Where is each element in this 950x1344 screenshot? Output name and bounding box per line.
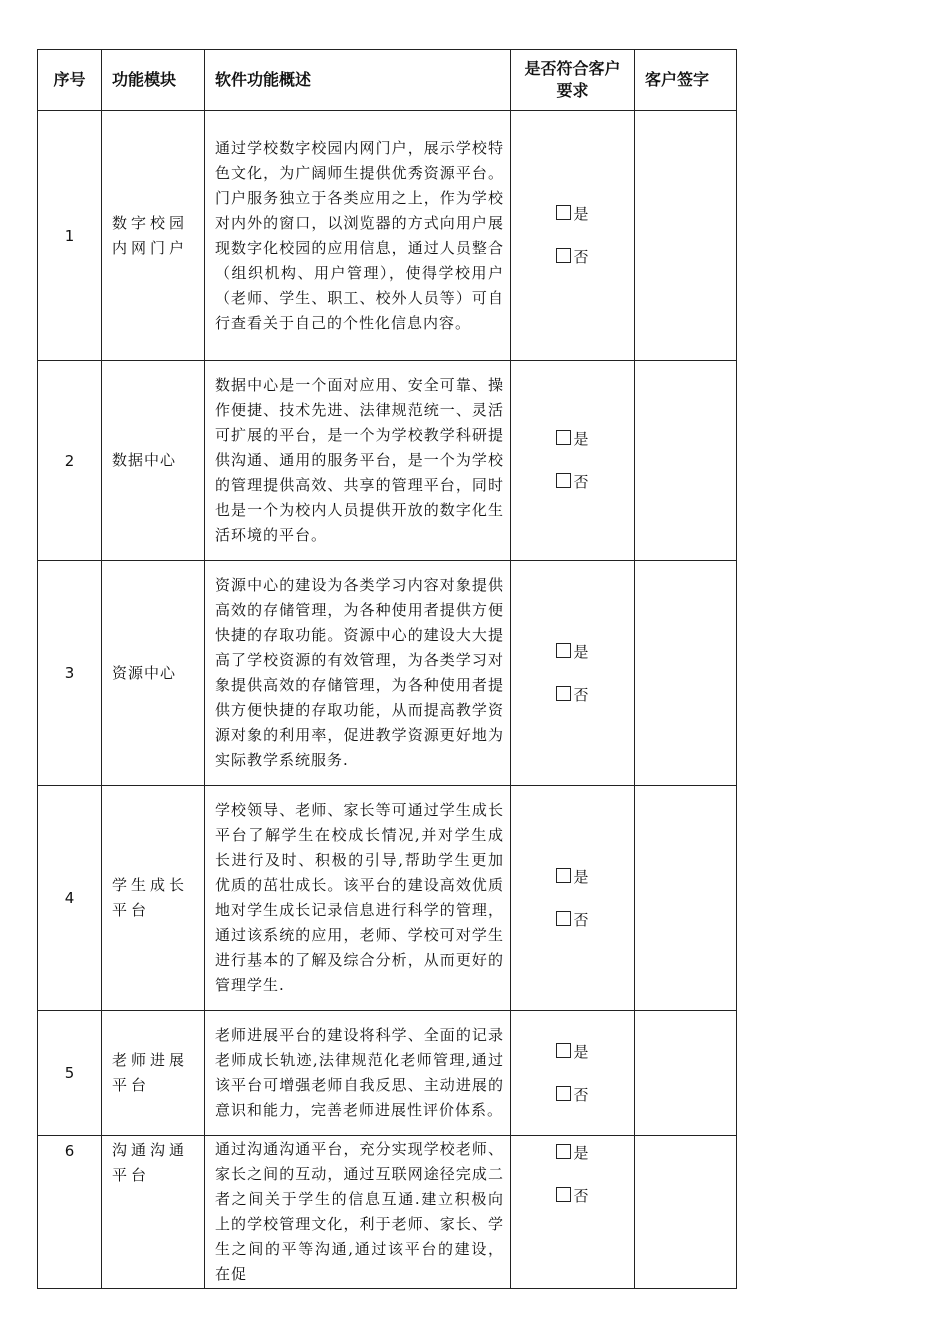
module-name: 沟通沟通平台 [102, 1136, 205, 1289]
checkbox-icon [556, 1144, 571, 1159]
header-no: 序号 [38, 50, 102, 111]
row-number: 4 [38, 786, 102, 1011]
yes-checkbox[interactable] [511, 866, 634, 888]
yes-checkbox[interactable] [511, 428, 634, 450]
yes-label: 是 [573, 205, 589, 223]
no-checkbox[interactable] [511, 1084, 634, 1106]
table-row [38, 111, 737, 361]
customer-signature-cell[interactable] [635, 1011, 737, 1136]
row-number: 2 [38, 361, 102, 561]
header-meets-label: 是否符合客户要求 [524, 59, 621, 100]
header-sign: 客户签字 [635, 50, 737, 111]
no-label: 否 [573, 1085, 589, 1104]
no-checkbox[interactable] [511, 246, 634, 268]
function-description: 学校领导、老师、家长等可通过学生成长平台了解学生在校成长情况,并对学生成长进行及时、积极的引导,帮助学生更加优质的茁壮成长。该平台的建设高效优质地对学生成长记录信息进行科学的管理，通过该系统的应用，老师、学校可对学生进行基本的了解及综合分析，从而更好的管理学生. [205, 786, 511, 1011]
no-label: 否 [573, 1187, 589, 1205]
yes-checkbox[interactable] [511, 1142, 634, 1164]
module-name: 老师进展平台 [102, 1011, 205, 1136]
checkbox-icon [556, 430, 571, 445]
header-row [38, 50, 737, 111]
yes-label: 是 [573, 1042, 589, 1061]
no-checkbox[interactable] [511, 1185, 634, 1207]
yes-checkbox[interactable] [511, 203, 634, 225]
header-desc: 软件功能概述 [205, 50, 511, 111]
module-name: 学生成长平台 [102, 786, 205, 1011]
customer-signature-cell[interactable] [635, 111, 737, 361]
requirement-check [511, 361, 635, 561]
no-label: 否 [573, 685, 589, 704]
no-label: 否 [573, 248, 589, 266]
checkbox-icon [556, 1043, 571, 1058]
row-number: 3 [38, 561, 102, 786]
yes-label: 是 [573, 1144, 589, 1162]
module-name: 资源中心 [102, 561, 205, 786]
checkbox-icon [556, 868, 571, 883]
function-description: 通过沟通沟通平台，充分实现学校老师、家长之间的互动，通过互联网途径完成二者之间关于学生的信息互通.建立积极向上的学校管理文化，利于老师、家长、学生之间的平等沟通,通过该平台的建设，在促 [205, 1136, 511, 1289]
checkbox-icon [556, 686, 571, 701]
table-row [38, 561, 737, 786]
customer-signature-cell[interactable] [635, 361, 737, 561]
checkbox-icon [556, 205, 571, 220]
module-name: 数字校园内网门户 [102, 111, 205, 361]
row-number: 1 [38, 111, 102, 361]
table-row [38, 786, 737, 1011]
function-description: 老师进展平台的建设将科学、全面的记录老师成长轨迹,法律规范化老师管理,通过该平台可增强老师自我反思、主动进展的意识和能力，完善老师进展性评价体系。 [205, 1011, 511, 1136]
function-description: 数据中心是一个面对应用、安全可靠、操作便捷、技术先进、法律规范统一、灵活可扩展的平台，是一个为学校教学科研提供沟通、通用的服务平台，是一个为学校的管理提供高效、共享的管理平台，同时也是一个为校内人员提供开放的数字化生活环境的平台。 [205, 361, 511, 561]
header-meets-requirement [511, 50, 635, 111]
customer-signature-cell[interactable] [635, 786, 737, 1011]
customer-signature-cell[interactable] [635, 561, 737, 786]
no-label: 否 [573, 910, 589, 929]
header-module: 功能模块 [102, 50, 205, 111]
row-number: 5 [38, 1011, 102, 1136]
table-row [38, 361, 737, 561]
yes-checkbox[interactable] [511, 1041, 634, 1063]
row-number: 6 [38, 1136, 102, 1289]
module-name: 数据中心 [102, 361, 205, 561]
customer-signature-cell[interactable] [635, 1136, 737, 1289]
software-function-table [37, 49, 737, 1289]
yes-label: 是 [573, 867, 589, 886]
checkbox-icon [556, 248, 571, 263]
no-checkbox[interactable] [511, 684, 634, 706]
requirement-check [511, 1011, 635, 1136]
no-checkbox[interactable] [511, 471, 634, 493]
function-description: 通过学校数字校园内网门户，展示学校特色文化，为广阔师生提供优秀资源平台。门户服务独立于各类应用之上，作为学校对内外的窗口，以浏览器的方式向用户展现数字化校园的应用信息，通过人员整合（组织机构、用户管理），使得学校用户（老师、学生、职工、校外人员等）可自行查看关于自己的个性化信息内容。 [205, 111, 511, 361]
requirement-check [511, 561, 635, 786]
yes-label: 是 [573, 430, 589, 448]
requirement-check [511, 1136, 635, 1289]
no-checkbox[interactable] [511, 909, 634, 931]
yes-checkbox[interactable] [511, 641, 634, 663]
yes-label: 是 [573, 642, 589, 661]
checkbox-icon [556, 1187, 571, 1202]
requirement-check [511, 111, 635, 361]
no-label: 否 [573, 473, 589, 491]
checkbox-icon [556, 643, 571, 658]
requirement-check [511, 786, 635, 1011]
checkbox-icon [556, 1086, 571, 1101]
table-row [38, 1011, 737, 1136]
function-description: 资源中心的建设为各类学习内容对象提供高效的存储管理，为各种使用者提供方便快捷的存取功能。资源中心的建设大大提高了学校资源的有效管理，为各类学习对象提供高效的存储管理，为各种使用者提供方便快捷的存取功能，从而提高教学资源对象的利用率，促进教学资源更好地为实际教学系统服务. [205, 561, 511, 786]
checkbox-icon [556, 473, 571, 488]
table-row [38, 1136, 737, 1289]
checkbox-icon [556, 911, 571, 926]
